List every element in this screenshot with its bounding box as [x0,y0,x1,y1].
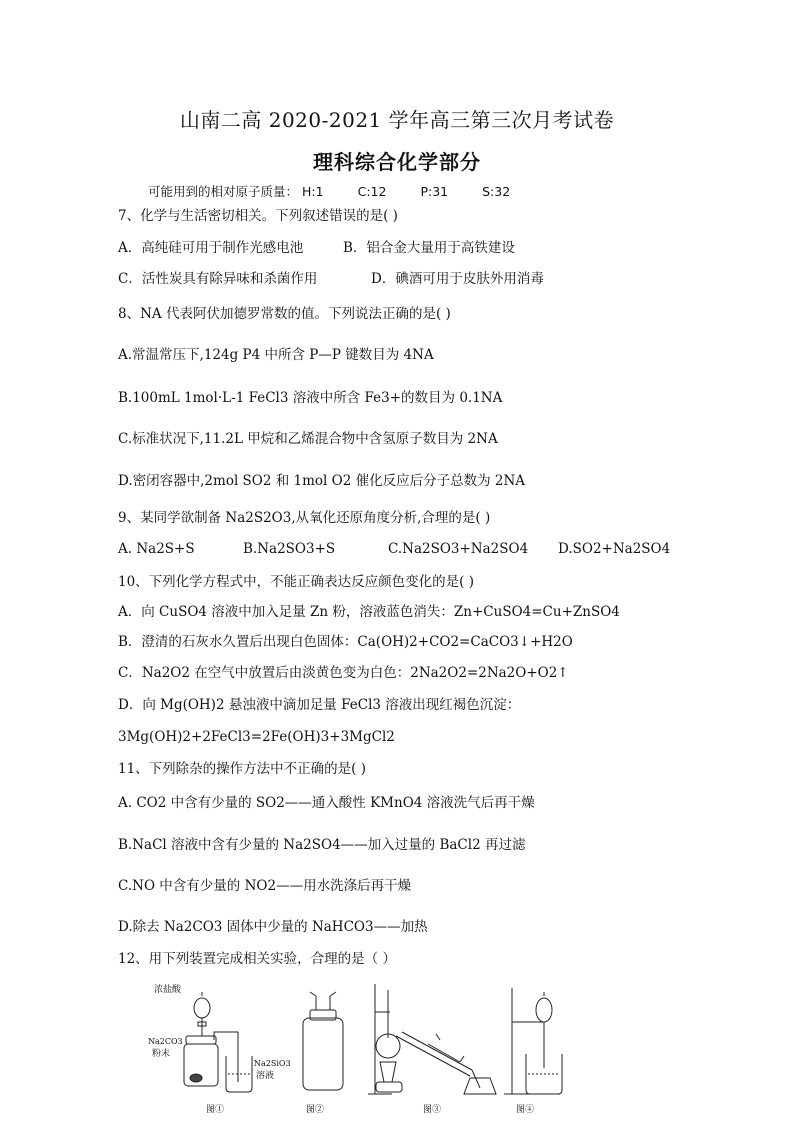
fig1-caption: 图① [206,1105,225,1115]
atomic-masses-label: 可能用到的相对原子质量： [148,184,299,199]
mass-s: S:32 [482,184,511,199]
exam-subtitle: 理科综合化学部分 [313,150,481,174]
mass-c: C:12 [357,184,387,199]
fig3-caption: 图③ [423,1105,442,1115]
q10-option-d-equation: 3Mg(OH)2+2FeCl3=2Fe(OH)3+3MgCl2 [118,729,395,745]
q8-option-b: B.100mL 1mol·L-1 FeCl3 溶液中所含 Fe3+的数目为 0.1NA [118,390,503,406]
fig4-apparatus [504,988,562,1094]
mass-p: P:31 [420,184,449,199]
q10-option-a: A．向 CuSO4 溶液中加入足量 Zn 粉，溶液蓝色消失：Zn+CuSO4=Cu+ZnSO4 [118,604,620,620]
fig2-apparatus [303,992,343,1090]
q9-option-b: B.Na2SO3+S [243,541,336,557]
q11-option-c: C.NO 中含有少量的 NO2——用水洗涤后再干燥 [118,878,412,894]
q8-stem: 8、NA 代表阿伏加德罗常数的值。下列说法正确的是( ) [118,306,451,322]
q9-option-a: A. Na2S+S [118,541,195,557]
q8-option-a: A.常温常压下,124g P4 中所含 P—P 键数目为 4NA [118,347,434,363]
q7-stem: 7、化学与生活密切相关。下列叙述错误的是( ) [118,208,398,224]
label-na2co3: Na2CO3 [148,1037,183,1046]
fig2-caption: 图② [306,1105,325,1115]
q11-option-b: B.NaCl 溶液中含有少量的 Na2SO4——加入过量的 BaCl2 再过滤 [118,837,526,853]
q8-option-c: C.标准状况下,11.2L 甲烷和乙烯混合物中含氢原子数目为 2NA [118,431,498,447]
atomic-masses [148,182,544,200]
fig4-caption: 图④ [516,1105,535,1115]
q9-option-c: C.Na2SO3+Na2SO4 [388,541,529,557]
q11-option-a: A. CO2 中含有少量的 SO2——通入酸性 KMnO4 溶液洗气后再干燥 [118,795,535,811]
q7-option-b: B．铝合金大量用于高铁建设 [343,240,515,256]
q8-option-d: D.密闭容器中,2mol SO2 和 1mol O2 催化反应后分子总数为 2NA [118,473,526,489]
fig1-apparatus [184,992,252,1092]
fig3-apparatus [368,984,496,1094]
q10-option-d: D．向 Mg(OH)2 悬浊液中滴加足量 FeCl3 溶液出现红褐色沉淀： [118,697,521,713]
label-na2sio3: Na2SiO3 [254,1059,291,1068]
label-powder: 粉末 [152,1049,171,1059]
q7-option-a: A．高纯硅可用于制作光感电池 [118,240,304,256]
q10-option-b: B．澄清的石灰水久置后出现白色固体：Ca(OH)2+CO2=CaCO3↓+H2O [118,634,573,650]
q9-stem: 9、某同学欲制备 Na2S2O3,从氧化还原角度分析,合理的是( ) [118,510,491,526]
q11-option-d: D.除去 Na2CO3 固体中少量的 NaHCO3——加热 [118,919,428,935]
exam-title: 山南二高 2020-2021 学年高三第三次月考试卷 [179,108,615,132]
q7-option-c: C．活性炭具有除异味和杀菌作用 [118,271,318,287]
q7-option-d: D．碘酒可用于皮肤外用消毒 [371,271,544,287]
label-solution: 溶液 [256,1071,275,1081]
q9-option-d: D.SO2+Na2SO4 [558,541,671,557]
mass-h: H:1 [302,184,324,199]
apparatus-figure [140,978,570,1116]
q11-stem: 11、下列除杂的操作方法中不正确的是( ) [118,761,367,777]
q10-stem: 10、下列化学方程式中，不能正确表达反应颜色变化的是( ) [118,574,475,590]
label-concentrated-hcl: 浓盐酸 [154,985,182,995]
q12-stem: 12、用下列装置完成相关实验，合理的是（ ） [118,951,396,967]
q10-option-c: C．Na2O2 在空气中放置后由淡黄色变为白色：2Na2O2=2Na2O+O2↑ [118,665,569,681]
